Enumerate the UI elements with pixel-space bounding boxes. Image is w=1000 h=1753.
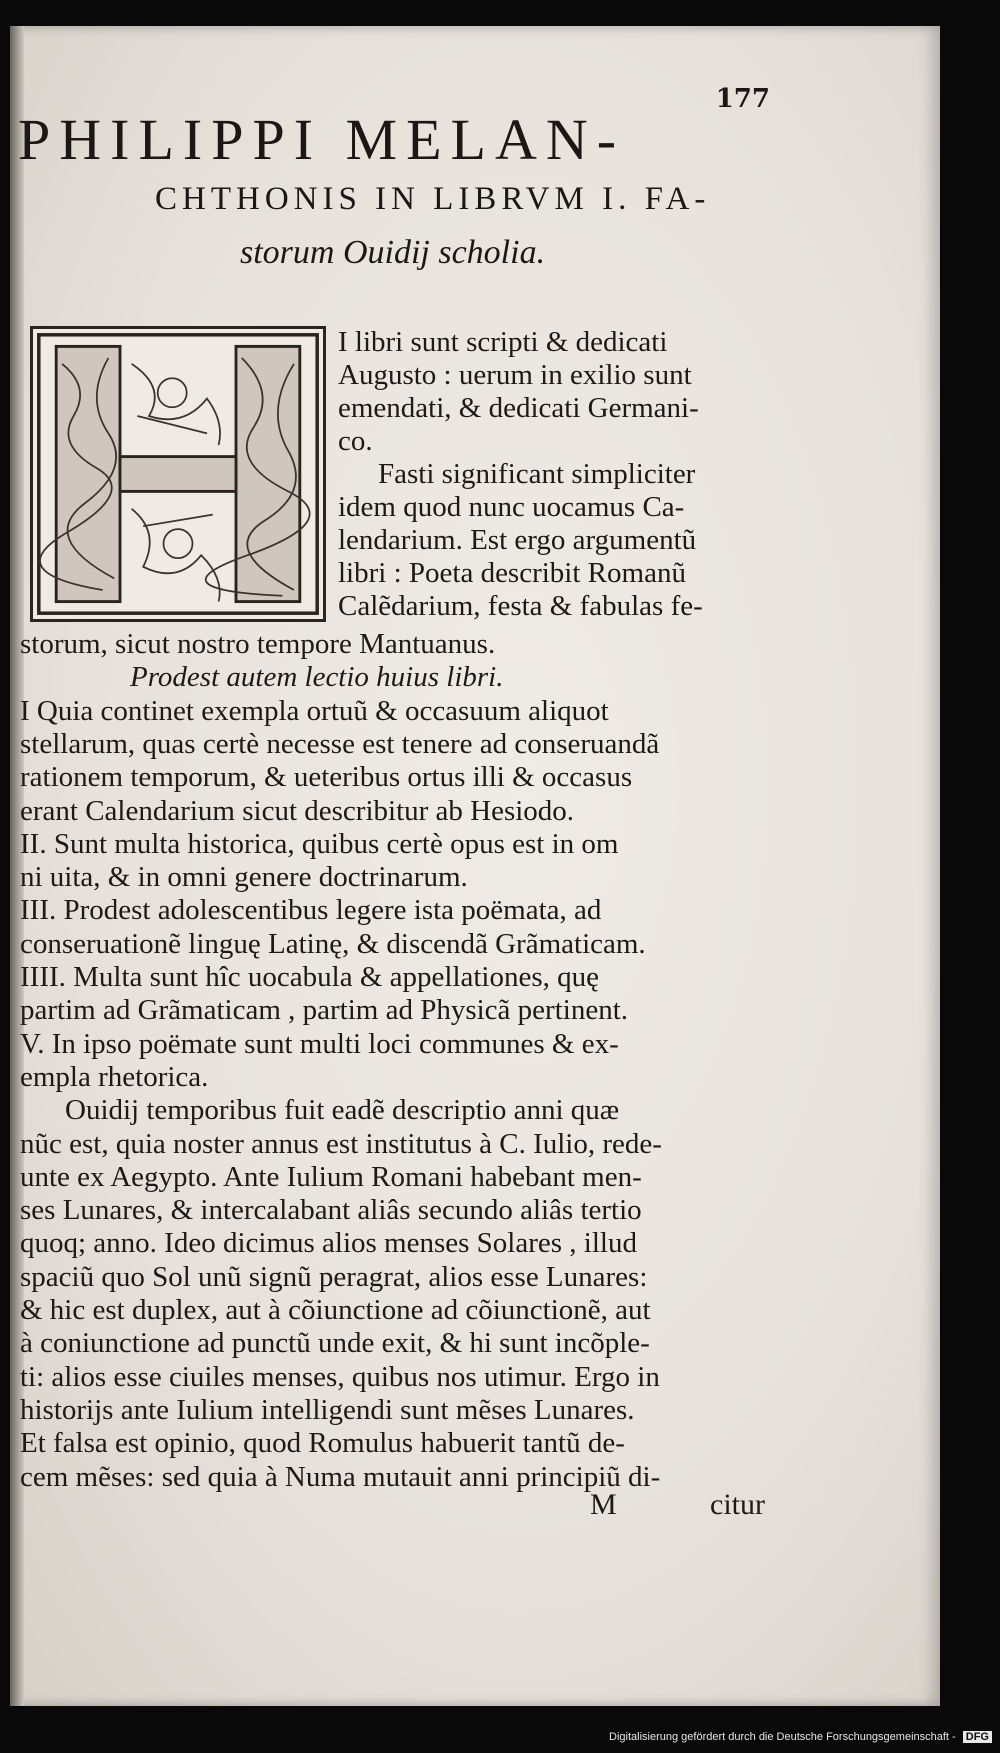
body-line: I libri sunt scripti & dedicati xyxy=(338,326,668,358)
body-line: ti: alios esse ciuiles menses, quibus nos utimur. Ergo in xyxy=(20,1360,660,1393)
dfg-logo: DFG xyxy=(963,1731,992,1743)
body-line: III. Prodest adolescentibus legere ista poëmata, ad xyxy=(20,894,602,927)
body-line: co. xyxy=(338,425,373,457)
title-line-3: storum Ouidij scholia. xyxy=(240,234,546,271)
body-line: Et falsa est opinio, quod Romulus habuerit tantũ de- xyxy=(20,1427,625,1460)
book-page xyxy=(10,26,940,1706)
body-line: I Quia continet exempla ortuũ & occasuum aliquot xyxy=(20,694,609,727)
body-line: à coniunctione ad punctũ unde exit, & hi sunt incõple- xyxy=(20,1327,650,1360)
body-line: Ouidij temporibus fuit eadẽ descriptio anni quæ xyxy=(65,1094,620,1127)
body-line: unte ex Aegypto. Ante Iulium Romani habebant men- xyxy=(20,1160,642,1193)
body-line: Prodest autem lectio huius libri. xyxy=(130,661,504,694)
body-line: spaciũ quo Sol unũ signũ peragrat, alios esse Lunares: xyxy=(20,1260,648,1293)
body-line: Fasti significant simpliciter xyxy=(378,458,696,490)
body-line: nũc est, quia noster annus est institutus à C. Iulio, rede- xyxy=(20,1127,662,1160)
body-line: idem quod nunc uocamus Ca- xyxy=(338,491,685,523)
body-line: quoq; anno. Ideo dicimus alios menses Solares , illud xyxy=(20,1227,637,1260)
title-line-1: PHILIPPI MELAN- xyxy=(18,107,626,172)
body-line: II. Sunt multa historica, quibus certè opus est in om xyxy=(20,827,619,860)
folio-number: 177 xyxy=(715,84,770,114)
body-line: empla rhetorica. xyxy=(20,1060,209,1093)
title-line-2: CHTHONIS IN LIBRVM I. FA- xyxy=(155,181,711,217)
signature-mark: M xyxy=(590,1488,617,1521)
catchword: citur xyxy=(710,1488,765,1521)
body-line: V. In ipso poëmate sunt multi loci communes & ex- xyxy=(20,1027,619,1060)
body-line: IIII. Multa sunt hîc uocabula & appellationes, quę xyxy=(20,961,600,993)
body-line: lendarium. Est ergo argumentũ xyxy=(338,524,697,556)
credit-text: Digitalisierung gefördert durch die Deutsche Forschungsgemeinschaft - xyxy=(609,1731,956,1743)
body-line: emendati, & dedicati Germani- xyxy=(338,392,699,424)
body-line: rationem temporum, & ueteribus ortus illi & occasus xyxy=(20,761,633,794)
body-line: libri : Poeta describit Romanũ xyxy=(338,557,686,589)
body-line: ni uita, & in omni genere doctrinarum. xyxy=(20,861,468,894)
body-line: & hic est duplex, aut à cõiunctione ad cõiunctionẽ, aut xyxy=(20,1294,651,1326)
body-line: ses Lunares, & intercalabant aliâs secundo aliâs tertio xyxy=(20,1194,642,1227)
digitization-credit xyxy=(609,1731,992,1743)
body-line: cem mẽses: sed quia à Numa mutauit anni principiũ di- xyxy=(20,1460,661,1493)
body-line: Augusto : uerum in exilio sunt xyxy=(338,359,692,391)
body-line: erant Calendarium sicut describitur ab Hesiodo. xyxy=(20,794,575,827)
decorated-initial-woodcut xyxy=(30,326,326,622)
body-line: historijs ante Iulium intelligendi sunt mẽses Lunares. xyxy=(20,1393,635,1426)
body-line: Calẽdarium, festa & fabulas fe- xyxy=(338,590,703,622)
body-line: partim ad Grãmaticam , partim ad Physicã pertinent. xyxy=(20,994,628,1027)
body-line: conseruationẽ linguę Latinę, & discendã Grãmaticam. xyxy=(20,927,646,960)
body-line: storum, sicut nostro tempore Mantuanus. xyxy=(20,628,496,660)
body-line: stellarum, quas certè necesse est tenere ad conseruandã xyxy=(20,727,660,760)
